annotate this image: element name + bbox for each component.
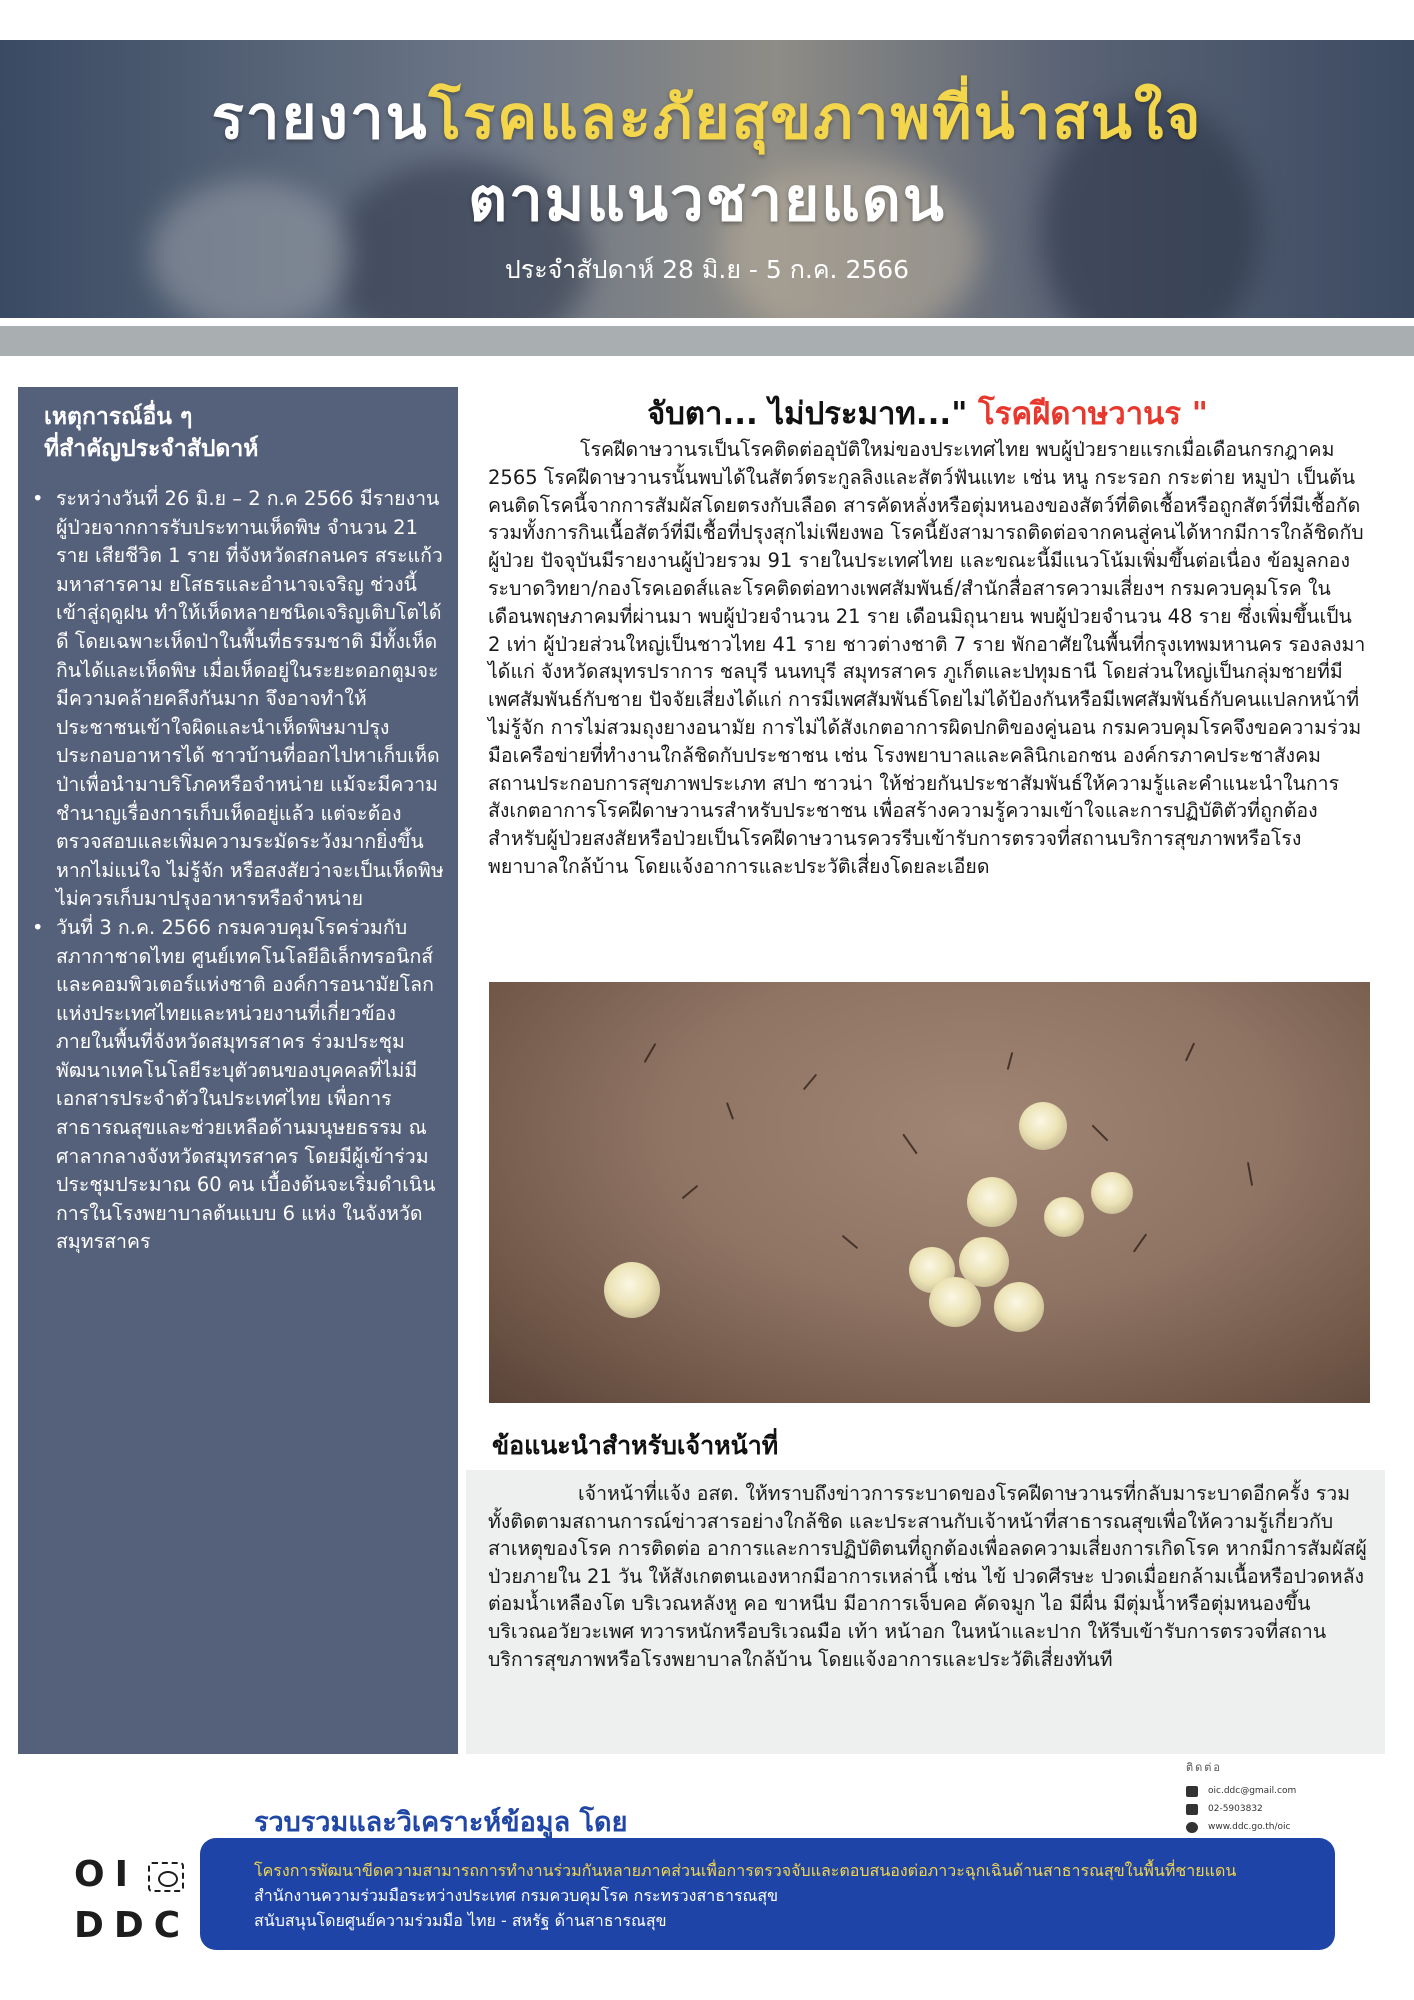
contact-block <box>1186 1758 1296 1836</box>
contact-phone: 02-5903832 <box>1208 1804 1263 1814</box>
divider-strip <box>0 326 1414 356</box>
photo-detail <box>803 1074 817 1091</box>
list-item <box>30 914 446 1257</box>
compiled-by-title: รวบรวมและวิเคราะห์ข้อมูล โดย <box>254 1807 628 1838</box>
bullet-icon: • <box>32 487 44 510</box>
photo-detail <box>1007 1052 1014 1070</box>
globe-icon <box>1186 1822 1198 1833</box>
recommendation-box <box>466 1470 1385 1754</box>
photo-detail <box>1133 1233 1147 1252</box>
article-text: โรคฝีดาษวานรเป็นโรคติดต่ออุบัติใหม่ของประเทศไทย พบผู้ป่วยรายแรกเมื่อเดือนกรกฎาคม 2565 โรคฝีดาษวานรนั้นพบได้ในสัตว์ตระกูลลิงและสัตว์ฟันแทะ เช่น หนู กระรอก กระต่าย หมูป่า เป็นต้น คนติดโรคนี้จากการสัมผัสโดยตรงกับเลือด สารคัดหลั่งหรือตุ่มหนองของสัตว์ที่ติดเชื้อหรือถูกสัตว์ที่มีเชื้อกัด รวมทั้งการกินเนื้อสัตว์ที่มีเชื้อที่ปรุงสุกไม่เพียงพอ โรคนี้ยังสามารถติดต่อจากคนสู่คนได้หากมีการใกล้ชิดกับผู้ป่วย ปัจจุบันมีรายงานผู้ป่วยรวม 91 รายในประเทศไทย และขณะนี้มีแนวโน้มเพิ่มขึ้นต่อเนื่อง ข้อมูลกองระบาดวิทยา/กองโรคเอดส์และโรคติดต่อทางเพศสัมพันธ์/สำนักสื่อสารความเสี่ยงฯ กรมควบคุมโรค ในเดือนพฤษภาคมที่ผ่านมา พบผู้ป่วยจำนวน 21 ราย เดือนมิถุนายน พบผู้ป่วยจำนวน 48 ราย ซึ่งเพิ่มขึ้นเป็น 2 เท่า ผู้ป่วยส่วนใหญ่เป็นชาวไทย 41 ราย ชาวต่างชาติ 7 ราย พักอาศัยในพื้นที่กรุงเทพมหานคร รองลงมาได้แก่ จังหวัดสมุทรปราการ ชลบุรี นนทบุรี สมุทรสาคร ภูเก็ตและปทุมธานี โดยส่วนใหญ่เป็นกลุ่มชายที่มีเพศสัมพันธ์กับชาย ปัจจัยเสี่ยงได้แก่ การมีเพศสัมพันธ์โดยไม่ได้ป้องกันหรือมีเพศสัมพันธ์กับคนแปลกหน้าที่ไม่รู้จัก การไม่สวมถุงยางอนามัย การไม่ได้สังเกตอาการผิดปกติของคู่นอน กรมควบคุมโรคจึงขอความร่วมมือเครือข่ายที่ทำงานใกล้ชิดกับประชาชน เช่น โรงพยาบาลและคลินิกเอกชน องค์กรภาคประชาสังคม สถานประกอบการสุขภาพประเภท สปา ซาวน่า ให้ช่วยกันประชาสัมพันธ์ให้ความรู้และคำแนะนำในการสังเกตอาการโรคฝีดาษวานรสำหรับประชาชน เพื่อสร้างความรู้ความเข้าใจและการปฏิบัติตัวที่ถูกต้อง สำหรับผู้ป่วยสงสัยหรือป่วยเป็นโรคฝีดาษวานรควรรีบเข้ารับการตรวจที่สถานบริการสุขภาพหรือโรงพยาบาลใกล้บ้าน โดยแจ้งอาการและประวัติเสี่ยงโดยละเอียด <box>488 438 1366 878</box>
article-heading <box>470 388 1385 438</box>
photo-detail <box>726 1102 734 1120</box>
article-heading-highlight: โรคฝีดาษวานร " <box>967 396 1208 432</box>
contact-email[interactable]: oic.ddc@gmail.com <box>1208 1786 1297 1796</box>
contact-label: ติดต่อ <box>1186 1761 1223 1774</box>
organization-name: สำนักงานความร่วมมือระหว่างประเทศ กรมควบคุมโรค กระทรวงสาธารณสุข <box>254 1886 779 1905</box>
contact-row <box>1186 1818 1296 1836</box>
photo-lesion <box>1019 1102 1067 1150</box>
page-title-line2: ตามแนวชายแดน <box>468 165 946 235</box>
sidebar-heading <box>44 401 446 465</box>
page-title <box>0 70 1414 165</box>
phone-icon <box>1186 1804 1198 1815</box>
photo-detail <box>1092 1125 1109 1142</box>
sidebar-heading-line2: ที่สำคัญประจำสัปดาห์ <box>44 436 259 462</box>
event-text: ระหว่างวันที่ 26 มิ.ย – 2 ก.ค 2566 มีรายงานผู้ป่วยจากการรับประทานเห็ดพิษ จำนวน 21 ราย เสียชีวิต 1 ราย ที่จังหวัดสกลนคร สระแก้ว มหาสารคาม ยโสธรและอำนาจเจริญ ช่วงนี้เข้าสู่ฤดูฝน ทำให้เห็ดหลายชนิดเจริญเติบโตได้ดี โดยเฉพาะเห็ดป่าในพื้นที่ธรรมชาติ มีทั้งเห็ดกินได้และเห็ดพิษ เมื่อเห็ดอยู่ในระยะดอกตูมจะมีความคล้ายคลึงกันมาก จึงอาจทำให้ประชาชนเข้าใจผิดและนำเห็ดพิษมาปรุงประกอบอาหารได้ ชาวบ้านที่ออกไปหาเก็บเห็ดป่าเพื่อนำมาบริโภคหรือจำหน่าย แม้จะมีความชำนาญเรื่องการเก็บเห็ดอยู่แล้ว แต่จะต้องตรวจสอบและเพิ่มความระมัดระวังมากยิ่งขึ้น หากไม่แน่ใจ ไม่รู้จัก หรือสงสัยว่าจะเป็นเห็ดพิษ ไม่ควรเก็บมาปรุงอาหารหรือจำหน่าย <box>56 487 444 911</box>
recommendation-heading: ข้อแนะนำสำหรับเจ้าหน้าที่ <box>492 1431 779 1460</box>
photo-detail <box>682 1185 699 1199</box>
title-part-highlight: โรคและภัยสุขภาพที่น่าสนใจ <box>428 83 1203 153</box>
project-name: โครงการพัฒนาขีดความสามารถการทำงานร่วมกันหลายภาคส่วนเพื่อการตรวจจับและตอบสนองต่อภาวะฉุกเฉินด้านสาธารณสุขในพื้นที่ชายแดน <box>254 1861 1237 1880</box>
oic-ddc-logo <box>74 1854 190 1946</box>
logo-text-line2: DDC <box>74 1905 191 1946</box>
recommendation-body <box>488 1480 1367 1673</box>
photo-lesion <box>1091 1172 1133 1214</box>
contact-row <box>1186 1782 1296 1800</box>
mail-icon <box>1186 1786 1198 1797</box>
photo-detail <box>1247 1162 1253 1186</box>
photo-lesion <box>604 1262 660 1318</box>
recommendation-text: เจ้าหน้าที่แจ้ง อสต. ให้ทราบถึงข่าวการระบาดของโรคฝีดาษวานรที่กลับมาระบาดอีกครั้ง รวมทั้งติดตามสถานการณ์ข่าวสารอย่างใกล้ชิด และประสานกับเจ้าหน้าที่สาธารณสุขเพื่อให้ความรู้เกี่ยวกับสาเหตุของโรค การติดต่อ อาการและการปฏิบัติตนที่ถูกต้องเพื่อลดความเสี่ยงการเกิดโรค หากมีการสัมผัสผู้ป่วยภายใน 21 วัน ให้สังเกตตนเองหากมีอาการเหล่านี้ เช่น ไข้ ปวดศีรษะ ปวดเมื่อยกล้ามเนื้อหรือปวดหลัง ต่อมน้ำเหลืองโต บริเวณหลังหู คอ ขาหนีบ มีอาการเจ็บคอ คัดจมูก ไอ มีผื่น มีตุ่มน้ำหรือตุ่มหนองขึ้นบริเวณอวัยวะเพศ ทวารหนักหรือบริเวณมือ เท้า หน้าอก ในหน้าและปาก ให้รีบเข้ารับการตรวจที่สถานบริการสุขภาพหรือโรงพยาบาลใกล้บ้าน โดยแจ้งอาการและประวัติเสี่ยงทันที <box>488 1482 1367 1671</box>
article-body <box>488 436 1366 881</box>
sidebar-other-events <box>18 387 458 1754</box>
contact-row <box>1186 1800 1296 1818</box>
eye-icon <box>148 1862 184 1892</box>
photo-detail <box>902 1134 917 1155</box>
bullet-icon: • <box>32 915 44 939</box>
photo-lesion <box>929 1277 981 1327</box>
event-text: วันที่ 3 ก.ค. 2566 กรมควบคุมโรคร่วมกับสภากาชาดไทย ศูนย์เทคโนโลยีอิเล็กทรอนิกส์และคอมพิวเตอร์แห่งชาติ องค์การอนามัยโลกแห่งประเทศไทยและหน่วยงานที่เกี่ยวข้อง ภายในพื้นที่จังหวัดสมุทรสาคร ร่วมประชุมพัฒนาเทคโนโลยีระบุตัวตนของบุคคลที่ไม่มีเอกสารประจำตัวในประเทศไทย เพื่อการสาธารณสุขและช่วยเหลือด้านมนุษยธรรม ณ ศาลากลางจังหวัดสมุทรสาคร โดยมีผู้เข้าร่วมประชุมประมาณ 60 คน เบื้องต้นจะเริ่มดำเนินการในโรงพยาบาลต้นแบบ 6 แห่ง ในจังหวัดสมุทรสาคร <box>56 915 436 1254</box>
photo-lesion <box>1044 1197 1084 1237</box>
list-item <box>30 485 446 914</box>
footer-info-bar <box>200 1838 1335 1950</box>
support-note: สนับสนุนโดยศูนย์ความร่วมมือ ไทย - สหรัฐ ด้านสาธารณสุข <box>254 1911 667 1930</box>
logo-text-line1: OI <box>74 1854 138 1895</box>
contact-website[interactable]: www.ddc.go.th/oic <box>1208 1822 1291 1832</box>
event-list <box>30 485 446 1257</box>
photo-detail <box>644 1043 657 1063</box>
mpox-lesion-photo <box>489 982 1370 1403</box>
title-part-white: รายงาน <box>211 83 429 153</box>
photo-lesion <box>967 1177 1017 1227</box>
header-banner <box>0 40 1414 318</box>
photo-detail <box>842 1235 859 1249</box>
report-period: ประจำสัปดาห์ 28 มิ.ย - 5 ก.ค. 2566 <box>504 255 910 284</box>
photo-detail <box>1185 1043 1195 1062</box>
photo-lesion <box>994 1282 1044 1332</box>
sidebar-heading-line1: เหตุการณ์อื่น ๆ <box>44 404 193 430</box>
article-heading-prefix: จับตา... ไม่ประมาท..." <box>647 396 968 432</box>
